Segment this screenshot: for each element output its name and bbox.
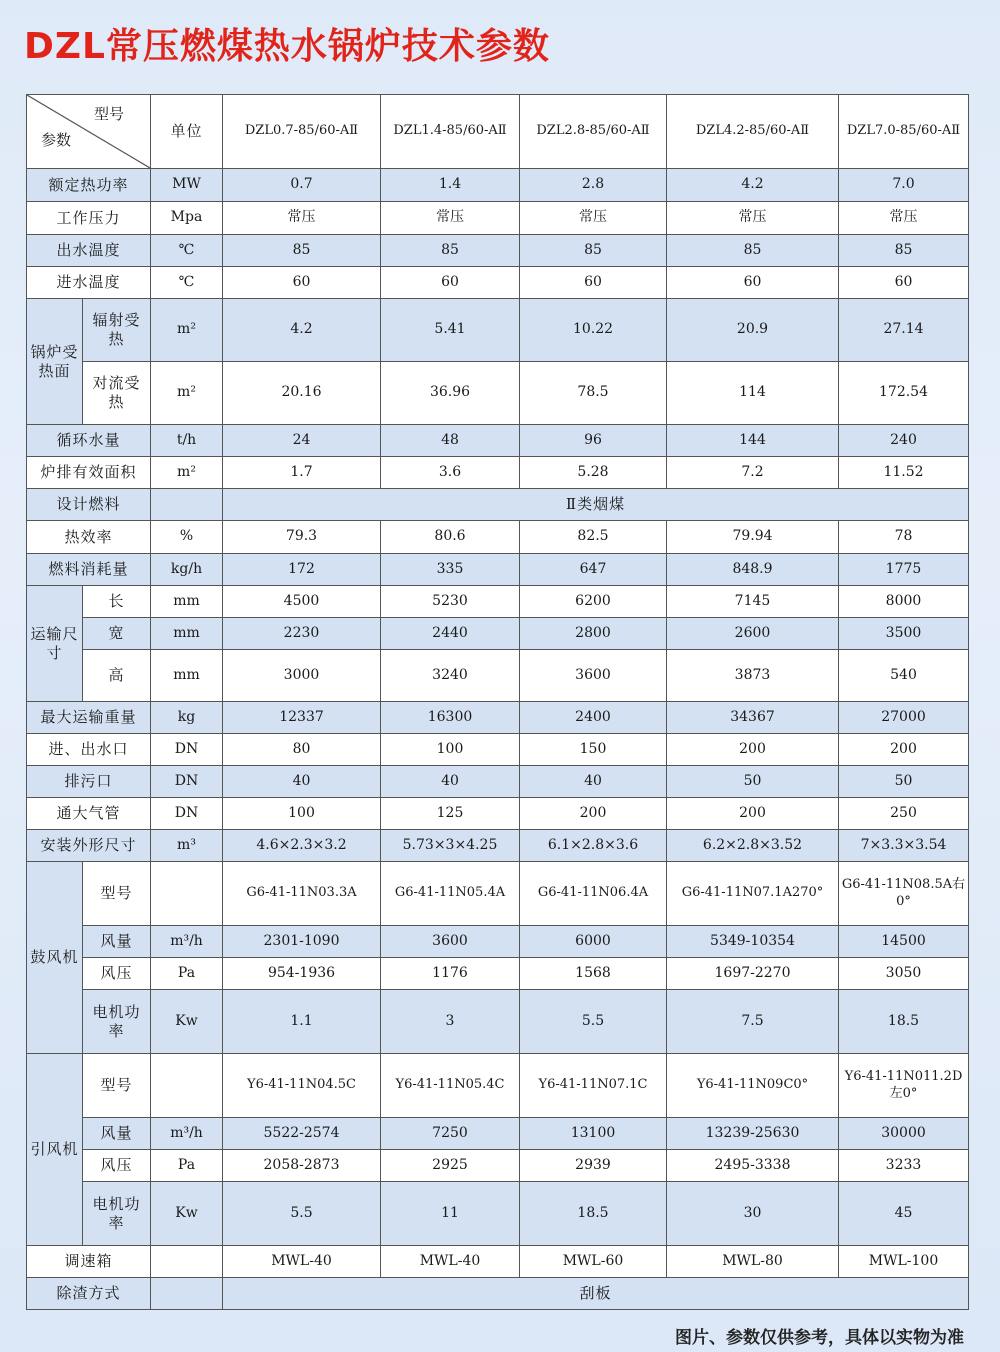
spec-table — [26, 94, 969, 1310]
value-cell: 5230 — [381, 586, 520, 618]
row-label: 通大气管 — [27, 798, 151, 830]
value-cell: 20.9 — [667, 299, 839, 362]
sub-row-label: 对流受热 — [83, 362, 151, 425]
table-row — [27, 1182, 969, 1246]
unit-cell — [151, 1054, 223, 1118]
value-cell: 11 — [381, 1182, 520, 1246]
value-cell: 79.94 — [667, 521, 839, 554]
unit-cell: mm — [151, 650, 223, 702]
value-cell: 2800 — [520, 618, 667, 650]
unit-cell: Pa — [151, 1150, 223, 1182]
value-cell: Y6-41-11N011.2D左0° — [839, 1054, 969, 1118]
value-cell: 7×3.3×3.54 — [839, 830, 969, 862]
value-cell: 0.7 — [223, 169, 381, 202]
value-cell: 78 — [839, 521, 969, 554]
row-label: 循环水量 — [27, 425, 151, 457]
value-cell: 60 — [381, 267, 520, 299]
value-cell: G6-41-11N08.5A右0° — [839, 862, 969, 926]
value-cell: 3 — [381, 990, 520, 1054]
table-row — [27, 1054, 969, 1118]
value-cell: Y6-41-11N04.5C — [223, 1054, 381, 1118]
value-cell: 78.5 — [520, 362, 667, 425]
value-cell: 6200 — [520, 586, 667, 618]
value-cell: 85 — [667, 235, 839, 267]
table-row — [27, 1278, 969, 1310]
unit-cell: m² — [151, 457, 223, 489]
model-header: DZL4.2-85/60-AⅡ — [667, 95, 839, 169]
value-cell: 4500 — [223, 586, 381, 618]
value-cell: 2301-1090 — [223, 926, 381, 958]
value-cell: 10.22 — [520, 299, 667, 362]
value-cell: 3233 — [839, 1150, 969, 1182]
value-cell: 13239-25630 — [667, 1118, 839, 1150]
page-title: DZL常压燃煤热水锅炉技术参数 — [24, 26, 550, 67]
value-cell: 6.2×2.8×3.52 — [667, 830, 839, 862]
unit-cell: m³/h — [151, 1118, 223, 1150]
group-label: 运输尺寸 — [27, 586, 83, 702]
value-cell: 16300 — [381, 702, 520, 734]
value-cell: 80 — [223, 734, 381, 766]
value-cell: 79.3 — [223, 521, 381, 554]
value-cell: 常压 — [223, 202, 381, 235]
value-cell: 5.41 — [381, 299, 520, 362]
value-cell: MWL-100 — [839, 1246, 969, 1278]
row-label: 设计燃料 — [27, 489, 151, 521]
value-cell: 50 — [667, 766, 839, 798]
value-cell: 11.52 — [839, 457, 969, 489]
value-cell: 5.28 — [520, 457, 667, 489]
value-cell: 172.54 — [839, 362, 969, 425]
value-cell: 36.96 — [381, 362, 520, 425]
value-cell: 7.2 — [667, 457, 839, 489]
value-cell: 40 — [520, 766, 667, 798]
table-row — [27, 926, 969, 958]
unit-cell — [151, 1246, 223, 1278]
value-cell: 4.6×2.3×3.2 — [223, 830, 381, 862]
unit-cell: Mpa — [151, 202, 223, 235]
sub-row-label: 长 — [83, 586, 151, 618]
model-header: DZL0.7-85/60-AⅡ — [223, 95, 381, 169]
value-cell: 30 — [667, 1182, 839, 1246]
value-cell: 240 — [839, 425, 969, 457]
table-row — [27, 489, 969, 521]
row-label: 燃料消耗量 — [27, 554, 151, 586]
table-row — [27, 299, 969, 362]
value-cell: 250 — [839, 798, 969, 830]
merged-value-cell: 刮板 — [223, 1278, 969, 1310]
table-row — [27, 586, 969, 618]
disclaimer: 图片、参数仅供参考，具体以实物为准 — [675, 1328, 964, 1348]
unit-cell: ℃ — [151, 235, 223, 267]
unit-cell: Kw — [151, 990, 223, 1054]
value-cell: 80.6 — [381, 521, 520, 554]
value-cell: 50 — [839, 766, 969, 798]
value-cell: 150 — [520, 734, 667, 766]
value-cell: 335 — [381, 554, 520, 586]
value-cell: 954-1936 — [223, 958, 381, 990]
row-label: 调速箱 — [27, 1246, 151, 1278]
value-cell: 13100 — [520, 1118, 667, 1150]
unit-cell: mm — [151, 586, 223, 618]
value-cell: MWL-40 — [223, 1246, 381, 1278]
value-cell: MWL-80 — [667, 1246, 839, 1278]
table-row — [27, 990, 969, 1054]
value-cell: 1176 — [381, 958, 520, 990]
value-cell: 1775 — [839, 554, 969, 586]
table-row — [27, 235, 969, 267]
unit-cell: Kw — [151, 1182, 223, 1246]
value-cell: 1.7 — [223, 457, 381, 489]
value-cell: Y6-41-11N07.1C — [520, 1054, 667, 1118]
sub-row-label: 宽 — [83, 618, 151, 650]
unit-cell — [151, 862, 223, 926]
value-cell: 4.2 — [223, 299, 381, 362]
unit-cell: m³/h — [151, 926, 223, 958]
row-label: 进、出水口 — [27, 734, 151, 766]
value-cell: 常压 — [839, 202, 969, 235]
value-cell: 2230 — [223, 618, 381, 650]
value-cell: 常压 — [667, 202, 839, 235]
row-label: 除渣方式 — [27, 1278, 151, 1310]
table-row — [27, 862, 969, 926]
unit-cell: m² — [151, 362, 223, 425]
value-cell: 14500 — [839, 926, 969, 958]
corner-param-label: 参数 — [41, 131, 72, 150]
value-cell: 96 — [520, 425, 667, 457]
value-cell: 647 — [520, 554, 667, 586]
value-cell: 27.14 — [839, 299, 969, 362]
value-cell: 1.1 — [223, 990, 381, 1054]
table-row — [27, 521, 969, 554]
value-cell: 2925 — [381, 1150, 520, 1182]
value-cell: Y6-41-11N09C0° — [667, 1054, 839, 1118]
corner-model-label: 型号 — [93, 105, 124, 123]
value-cell: 125 — [381, 798, 520, 830]
value-cell: MWL-60 — [520, 1246, 667, 1278]
table-row — [27, 457, 969, 489]
sub-row-label: 风压 — [83, 958, 151, 990]
value-cell: 常压 — [381, 202, 520, 235]
header-row — [27, 95, 969, 169]
table-row — [27, 267, 969, 299]
value-cell: 60 — [223, 267, 381, 299]
value-cell: 常压 — [520, 202, 667, 235]
sub-row-label: 型号 — [83, 1054, 151, 1118]
unit-cell: kg — [151, 702, 223, 734]
value-cell: 20.16 — [223, 362, 381, 425]
value-cell: 3.6 — [381, 457, 520, 489]
row-label: 炉排有效面积 — [27, 457, 151, 489]
value-cell: 60 — [667, 267, 839, 299]
model-header: DZL1.4-85/60-AⅡ — [381, 95, 520, 169]
value-cell: 34367 — [667, 702, 839, 734]
value-cell: 114 — [667, 362, 839, 425]
unit-cell: % — [151, 521, 223, 554]
table-row — [27, 650, 969, 702]
value-cell: 7.0 — [839, 169, 969, 202]
unit-cell: DN — [151, 766, 223, 798]
value-cell: 5.5 — [223, 1182, 381, 1246]
value-cell: 3873 — [667, 650, 839, 702]
unit-cell: MW — [151, 169, 223, 202]
row-label: 出水温度 — [27, 235, 151, 267]
sub-row-label: 高 — [83, 650, 151, 702]
value-cell: 848.9 — [667, 554, 839, 586]
value-cell: 85 — [839, 235, 969, 267]
unit-cell: Pa — [151, 958, 223, 990]
value-cell: 172 — [223, 554, 381, 586]
table-row — [27, 702, 969, 734]
row-label: 热效率 — [27, 521, 151, 554]
value-cell: 60 — [520, 267, 667, 299]
value-cell: 7250 — [381, 1118, 520, 1150]
value-cell: 144 — [667, 425, 839, 457]
sub-row-label: 电机功率 — [83, 1182, 151, 1246]
value-cell: 5522-2574 — [223, 1118, 381, 1150]
unit-cell: t/h — [151, 425, 223, 457]
sub-row-label: 风量 — [83, 1118, 151, 1150]
corner-cell — [27, 95, 151, 169]
unit-cell: m² — [151, 299, 223, 362]
value-cell: 5349-10354 — [667, 926, 839, 958]
table-row — [27, 798, 969, 830]
value-cell: 3050 — [839, 958, 969, 990]
value-cell: G6-41-11N03.3A — [223, 862, 381, 926]
table-row — [27, 554, 969, 586]
value-cell: 3240 — [381, 650, 520, 702]
value-cell: 2440 — [381, 618, 520, 650]
value-cell: 2495-3338 — [667, 1150, 839, 1182]
value-cell: 48 — [381, 425, 520, 457]
sub-row-label: 电机功率 — [83, 990, 151, 1054]
value-cell: 18.5 — [839, 990, 969, 1054]
value-cell: MWL-40 — [381, 1246, 520, 1278]
group-label: 引风机 — [27, 1054, 83, 1246]
value-cell: 4.2 — [667, 169, 839, 202]
sub-row-label: 风压 — [83, 1150, 151, 1182]
table-row — [27, 958, 969, 990]
value-cell: G6-41-11N06.4A — [520, 862, 667, 926]
value-cell: 7145 — [667, 586, 839, 618]
value-cell: 2939 — [520, 1150, 667, 1182]
value-cell: 540 — [839, 650, 969, 702]
value-cell: 30000 — [839, 1118, 969, 1150]
unit-cell: mm — [151, 618, 223, 650]
value-cell: 200 — [520, 798, 667, 830]
value-cell: 3600 — [520, 650, 667, 702]
table-row — [27, 425, 969, 457]
value-cell: 40 — [381, 766, 520, 798]
sub-row-label: 风量 — [83, 926, 151, 958]
row-label: 额定热功率 — [27, 169, 151, 202]
merged-value-cell: Ⅱ类烟煤 — [223, 489, 969, 521]
row-label: 进水温度 — [27, 267, 151, 299]
sub-row-label: 型号 — [83, 862, 151, 926]
value-cell: 200 — [667, 798, 839, 830]
unit-cell: DN — [151, 798, 223, 830]
value-cell: 24 — [223, 425, 381, 457]
value-cell: 5.5 — [520, 990, 667, 1054]
value-cell: 1568 — [520, 958, 667, 990]
value-cell: 1697-2270 — [667, 958, 839, 990]
value-cell: 2058-2873 — [223, 1150, 381, 1182]
value-cell: 1.4 — [381, 169, 520, 202]
table-row — [27, 1246, 969, 1278]
value-cell: 200 — [667, 734, 839, 766]
row-label: 排污口 — [27, 766, 151, 798]
table-row — [27, 618, 969, 650]
value-cell: 7.5 — [667, 990, 839, 1054]
value-cell: 85 — [223, 235, 381, 267]
row-label: 安装外形尺寸 — [27, 830, 151, 862]
table-row — [27, 830, 969, 862]
model-header: DZL2.8-85/60-AⅡ — [520, 95, 667, 169]
value-cell: 8000 — [839, 586, 969, 618]
table-row — [27, 169, 969, 202]
value-cell: 5.73×3×4.25 — [381, 830, 520, 862]
value-cell: 85 — [520, 235, 667, 267]
table-row — [27, 1150, 969, 1182]
value-cell: 82.5 — [520, 521, 667, 554]
unit-header: 单位 — [151, 95, 223, 169]
value-cell: 27000 — [839, 702, 969, 734]
table-row — [27, 734, 969, 766]
sub-row-label: 辐射受热 — [83, 299, 151, 362]
value-cell: 6000 — [520, 926, 667, 958]
value-cell: 2400 — [520, 702, 667, 734]
unit-cell: kg/h — [151, 554, 223, 586]
value-cell: 3600 — [381, 926, 520, 958]
value-cell: Y6-41-11N05.4C — [381, 1054, 520, 1118]
row-label: 工作压力 — [27, 202, 151, 235]
value-cell: 45 — [839, 1182, 969, 1246]
value-cell: 2600 — [667, 618, 839, 650]
unit-cell: m³ — [151, 830, 223, 862]
unit-cell: ℃ — [151, 267, 223, 299]
row-label: 最大运输重量 — [27, 702, 151, 734]
table-row — [27, 1118, 969, 1150]
value-cell: 100 — [381, 734, 520, 766]
unit-cell — [151, 489, 223, 521]
table-row — [27, 202, 969, 235]
value-cell: 3000 — [223, 650, 381, 702]
value-cell: G6-41-11N05.4A — [381, 862, 520, 926]
unit-cell — [151, 1278, 223, 1310]
value-cell: 85 — [381, 235, 520, 267]
value-cell: 6.1×2.8×3.6 — [520, 830, 667, 862]
value-cell: 2.8 — [520, 169, 667, 202]
value-cell: 60 — [839, 267, 969, 299]
table-row — [27, 362, 969, 425]
unit-cell: DN — [151, 734, 223, 766]
value-cell: 100 — [223, 798, 381, 830]
value-cell: 40 — [223, 766, 381, 798]
group-label: 锅炉受热面 — [27, 299, 83, 425]
model-header: DZL7.0-85/60-AⅡ — [839, 95, 969, 169]
group-label: 鼓风机 — [27, 862, 83, 1054]
value-cell: G6-41-11N07.1A270° — [667, 862, 839, 926]
table-row — [27, 766, 969, 798]
value-cell: 12337 — [223, 702, 381, 734]
value-cell: 200 — [839, 734, 969, 766]
value-cell: 18.5 — [520, 1182, 667, 1246]
value-cell: 3500 — [839, 618, 969, 650]
